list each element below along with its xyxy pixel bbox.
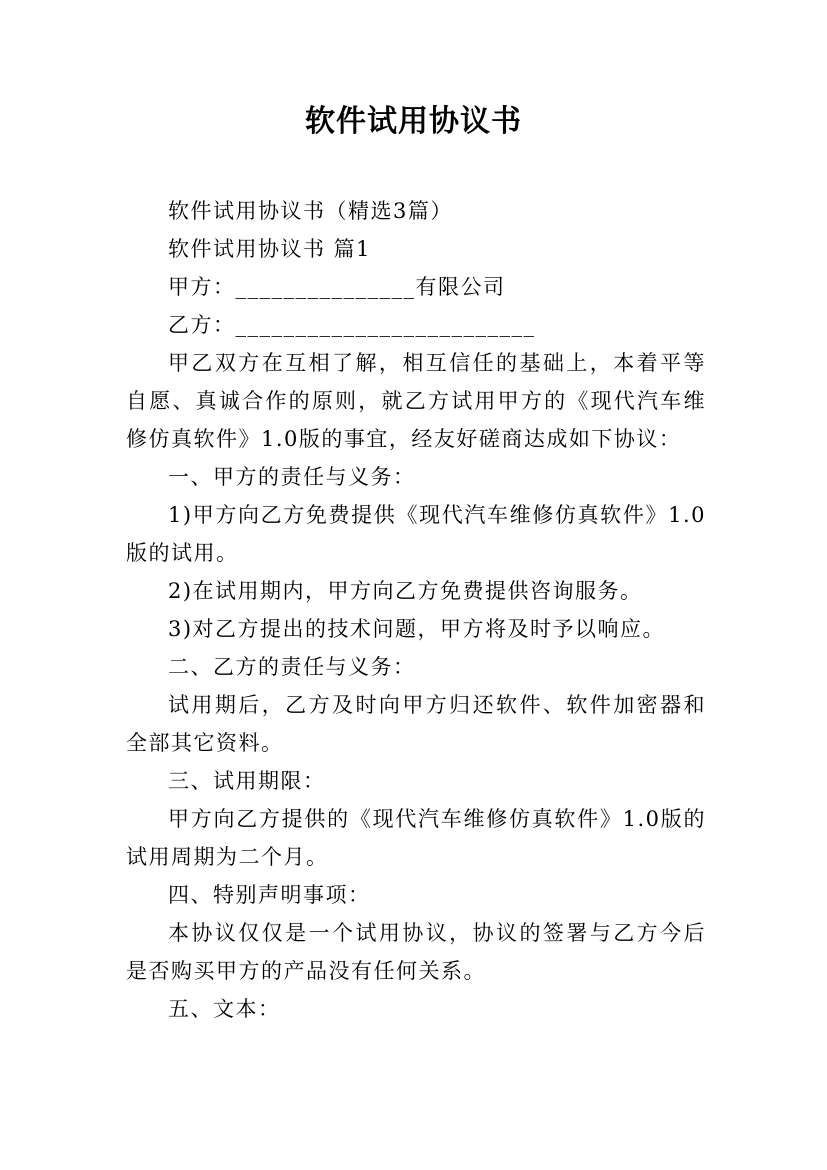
paragraph-trial-period: 甲方向乙方提供的《现代汽车维修仿真软件》1.0版的试用周期为二个月。 xyxy=(126,807,706,869)
document-body xyxy=(126,192,706,1028)
section-heading-special-statement: 四、特别声明事项： xyxy=(168,883,371,907)
section-heading-party-a-duties: 一、甲方的责任与义务： xyxy=(168,465,416,489)
section-heading-trial-period: 三、试用期限： xyxy=(168,769,326,793)
paragraph-subtitle: 软件试用协议书（精选3篇） xyxy=(168,199,453,223)
paragraph-party-b-duty: 试用期后，乙方及时向甲方归还软件、软件加密器和全部其它资料。 xyxy=(126,693,706,755)
paragraph-party-b: 乙方：_________________________ xyxy=(168,313,536,337)
section-heading-party-b-duties: 二、乙方的责任与义务： xyxy=(168,655,416,679)
paragraph-special-statement: 本协议仅仅是一个试用协议，协议的签署与乙方今后是否购买甲方的产品没有任何关系。 xyxy=(126,921,706,983)
paragraph-duty-2: 2)在试用期内，甲方向乙方免费提供咨询服务。 xyxy=(168,579,643,603)
paragraph-party-a: 甲方：_______________有限公司 xyxy=(168,275,506,299)
paragraph-part-heading: 软件试用协议书 篇1 xyxy=(168,237,372,261)
section-heading-text: 五、文本： xyxy=(168,997,281,1021)
paragraph-preamble: 甲乙双方在互相了解，相互信任的基础上，本着平等自愿、真诚合作的原则，就乙方试用甲方的《现代汽车维修仿真软件》1.0版的事宜，经友好磋商达成如下协议： xyxy=(126,351,706,451)
document-title: 软件试用协议书 xyxy=(305,104,522,139)
paragraph-duty-3: 3)对乙方提出的技术问题，甲方将及时予以响应。 xyxy=(168,617,666,641)
paragraph-duty-1: 1)甲方向乙方免费提供《现代汽车维修仿真软件》1.0版的试用。 xyxy=(126,503,706,565)
